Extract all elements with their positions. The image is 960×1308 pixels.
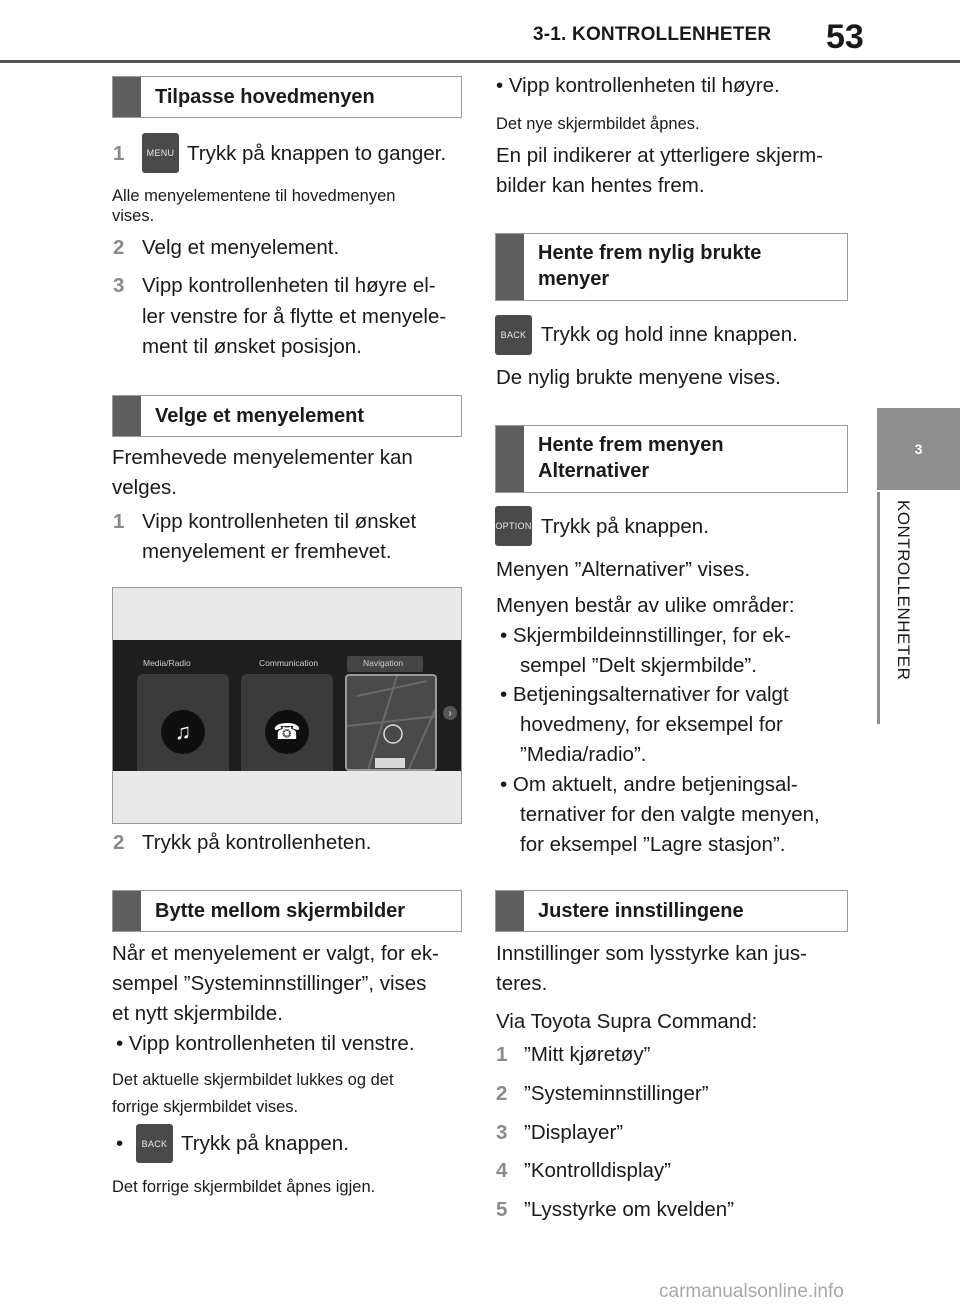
bullet-text: • Betjeningsalternativer for valgt bbox=[500, 683, 789, 706]
paragraph-text: et nytt skjermbilde. bbox=[112, 1002, 283, 1025]
chapter-tab-line bbox=[877, 492, 880, 724]
control-display-illustration bbox=[112, 587, 462, 824]
music-note-icon: ♫ bbox=[161, 710, 205, 754]
back-key-icon bbox=[495, 315, 532, 355]
chapter-tab-number bbox=[877, 408, 960, 490]
paragraph-text: teres. bbox=[496, 972, 548, 995]
paragraph-text: bilder kan hentes frem. bbox=[496, 174, 705, 197]
paragraph-text: Via Toyota Supra Command: bbox=[496, 1010, 758, 1033]
bullet-text: hovedmeny, for eksempel for bbox=[520, 713, 783, 736]
step-text: menyelement er fremhevet. bbox=[142, 540, 392, 563]
paragraph-text: Menyen ”Alternativer” vises. bbox=[496, 558, 751, 581]
tab-label-navigation: Navigation bbox=[363, 658, 404, 668]
section-header-nylig bbox=[495, 233, 848, 301]
paragraph-text: En pil indikerer at ytterligere skjerm- bbox=[496, 144, 823, 167]
section-header-justere bbox=[495, 890, 848, 932]
chevron-right-icon: › bbox=[443, 706, 457, 720]
communication-tile bbox=[241, 674, 333, 771]
watermark-text: carmanualsonline.info bbox=[659, 1281, 844, 1302]
chapter-tab-number-text: 3 bbox=[914, 441, 923, 457]
note-text: Det forrige skjermbildet åpnes igjen. bbox=[112, 1178, 376, 1196]
step-text: ”Systeminnstillinger” bbox=[524, 1082, 709, 1105]
bullet-text: ”Media/radio”. bbox=[520, 743, 647, 766]
section-header-tilpasse bbox=[112, 76, 462, 118]
step-number: 1 bbox=[496, 1043, 508, 1066]
section-title: Justere innstillingene bbox=[538, 900, 744, 922]
section-header-bar bbox=[496, 234, 524, 300]
section-header-bar bbox=[113, 396, 141, 436]
paragraph-text: Menyen består av ulike områder: bbox=[496, 594, 795, 617]
back-key-icon bbox=[136, 1124, 173, 1163]
section-title-line: Hente frem nylig brukte bbox=[538, 242, 762, 264]
key-label: BACK bbox=[500, 330, 527, 340]
step-text: Trykk på knappen to ganger. bbox=[187, 142, 447, 165]
step-text: Trykk og hold inne knappen. bbox=[541, 323, 798, 346]
step-text: ”Kontrolldisplay” bbox=[524, 1159, 671, 1182]
step-number: 4 bbox=[496, 1159, 508, 1182]
bullet-text: • Vipp kontrollenheten til høyre. bbox=[496, 74, 780, 97]
step-text: Velg et menyelement. bbox=[142, 236, 340, 259]
step-number: 3 bbox=[113, 274, 125, 297]
chapter-tab-label: KONTROLLENHETER bbox=[894, 500, 913, 681]
step-text: Trykk på knappen. bbox=[541, 515, 709, 538]
bullet-text: for eksempel ”Lagre stasjon”. bbox=[520, 833, 786, 856]
paragraph-text: Fremhevede menyelementer kan bbox=[112, 446, 413, 469]
step-text: ”Mitt kjøretøy” bbox=[524, 1043, 651, 1066]
step-text: ”Displayer” bbox=[524, 1121, 624, 1144]
paragraph-text: sempel ”Systeminnstillinger”, vises bbox=[112, 972, 427, 995]
bullet-text: Trykk på knappen. bbox=[181, 1132, 349, 1155]
section-header-bytte bbox=[112, 890, 462, 932]
note-text: forrige skjermbildet vises. bbox=[112, 1098, 299, 1116]
key-label: OPTION bbox=[495, 521, 532, 531]
section-header-velge bbox=[112, 395, 462, 437]
bullet-text: • Vipp kontrollenheten til venstre. bbox=[116, 1032, 415, 1055]
bullet-text: • Om aktuelt, andre betjeningsal- bbox=[500, 773, 798, 796]
section-title bbox=[538, 240, 761, 300]
note-text: vises. bbox=[112, 207, 155, 225]
section-header-alternativer bbox=[495, 425, 848, 493]
step-text: ler venstre for å flytte et menyele- bbox=[142, 305, 447, 328]
section-header-bar bbox=[113, 891, 141, 931]
bullet-text: ternativer for den valgte menyen, bbox=[520, 803, 820, 826]
section-title: Bytte mellom skjermbilder bbox=[155, 900, 406, 922]
paragraph-text: velges. bbox=[112, 476, 177, 499]
phone-icon: ☎ bbox=[265, 710, 309, 754]
key-label: BACK bbox=[141, 1138, 168, 1149]
step-number: 2 bbox=[113, 831, 125, 854]
key-label: MENU bbox=[146, 148, 175, 158]
section-header-bar bbox=[496, 891, 524, 931]
paragraph-text: Når et menyelement er valgt, for ek- bbox=[112, 942, 439, 965]
header-rule bbox=[0, 60, 960, 63]
step-number: 5 bbox=[496, 1198, 508, 1221]
step-number: 3 bbox=[496, 1121, 508, 1144]
step-number: 2 bbox=[496, 1082, 508, 1105]
step-text: Vipp kontrollenheten til høyre el- bbox=[142, 274, 436, 297]
paragraph-text: Innstillinger som lysstyrke kan jus- bbox=[496, 942, 808, 965]
note-text: Det aktuelle skjermbildet lukkes og det bbox=[112, 1071, 394, 1089]
section-header-bar bbox=[113, 77, 141, 117]
bullet-text: • Skjermbildeinnstillinger, for ek- bbox=[500, 624, 791, 647]
option-key-icon bbox=[495, 506, 532, 546]
step-number: 1 bbox=[113, 510, 125, 533]
tab-label-media: Media/Radio bbox=[143, 658, 191, 668]
chapter-heading: 3-1. KONTROLLENHETER bbox=[533, 24, 772, 45]
note-text: Det nye skjermbildet åpnes. bbox=[496, 115, 700, 133]
section-header-bar bbox=[496, 426, 524, 492]
page-number: 53 bbox=[826, 18, 864, 56]
step-text: ”Lysstyrke om kvelden” bbox=[524, 1198, 734, 1221]
step-text: Trykk på kontrollenheten. bbox=[142, 831, 372, 854]
section-title-line: Hente frem menyen bbox=[538, 434, 724, 456]
note-text: Alle menyelementene til hovedmenyen bbox=[112, 187, 396, 205]
section-title bbox=[538, 432, 724, 492]
display-screen bbox=[113, 640, 461, 771]
step-text: ment til ønsket posisjon. bbox=[142, 335, 362, 358]
step-text: Vipp kontrollenheten til ønsket bbox=[142, 510, 417, 533]
bullet-text: sempel ”Delt skjermbilde”. bbox=[520, 654, 757, 677]
section-title: Tilpasse hovedmenyen bbox=[155, 86, 375, 108]
section-title-line: menyer bbox=[538, 268, 610, 290]
bullet-marker: • bbox=[116, 1132, 124, 1155]
step-number: 1 bbox=[113, 142, 125, 165]
tab-label-communication: Communication bbox=[259, 658, 319, 668]
section-title: Velge et menyelement bbox=[155, 405, 364, 427]
step-number: 2 bbox=[113, 236, 125, 259]
navigation-map-tile bbox=[345, 674, 437, 771]
map-graphic bbox=[347, 676, 437, 771]
media-tile bbox=[137, 674, 229, 771]
menu-key-icon bbox=[142, 133, 179, 173]
paragraph-text: De nylig brukte menyene vises. bbox=[496, 366, 781, 389]
section-title-line: Alternativer bbox=[538, 460, 650, 482]
